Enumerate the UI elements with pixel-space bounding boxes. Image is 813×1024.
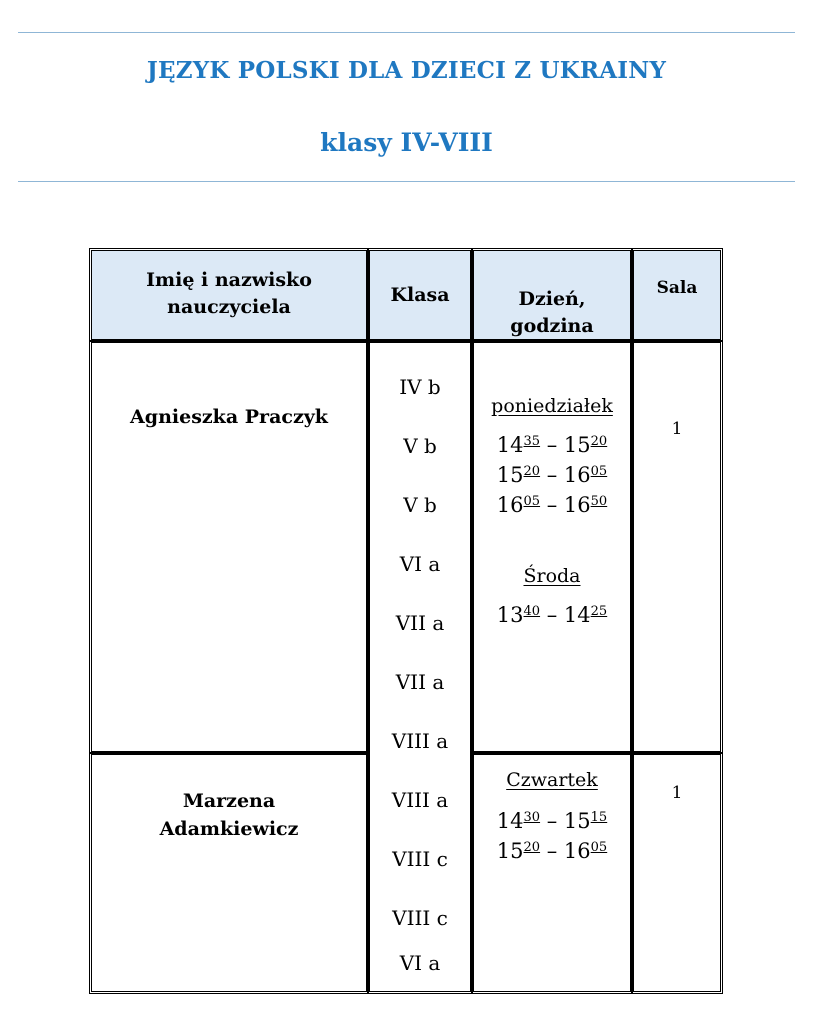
day-name: Czwartek [506,769,598,791]
header-class [369,250,471,340]
room-cell-1 [633,342,721,752]
teacher-cell-1 [91,342,367,752]
class-item: VII a [395,611,445,635]
class-item: V b [403,434,437,458]
header-teacher-line-2: nauczyciela [167,296,291,318]
time-slot: $13^{40} - 14^{25}$ [496,603,608,627]
time-slot: $14^{30} - 15^{15}$ [496,809,608,833]
header-teacher-line-1: Imię i nazwisko [146,269,312,291]
schedule-cell-1 [473,342,631,752]
page-title: JĘZYK POLSKI DLA DZIECI Z UKRAINY [146,57,667,84]
schedule-table [89,248,723,994]
class-item: VII a [395,670,445,694]
teacher-name-line-1: Marzena [182,790,276,812]
class-item: VIII a [391,729,449,753]
room-number: 1 [671,419,683,439]
room-cell-2 [633,754,721,992]
page-subtitle: klasy IV-VIII [320,128,493,157]
class-item: V b [403,493,437,517]
class-item: VIII c [392,906,448,930]
class-item: IV b [399,375,441,399]
time-slot: $15^{20} - 16^{05}$ [496,839,608,863]
day-name: Środa [523,565,581,587]
header-class-label: Klasa [390,284,450,306]
teacher-name-line-2: Adamkiewicz [159,818,299,840]
teacher-cell-2 [91,754,367,992]
bottom-divider [18,181,795,182]
room-number: 1 [671,783,683,803]
schedule-cell-2 [473,754,631,992]
class-item: VI a [399,552,441,576]
class-cell [369,342,471,992]
header-room [633,250,721,340]
time-slot: $16^{05} - 16^{50}$ [496,493,608,517]
header-day [473,250,631,340]
header-room-label: Sala [656,278,698,298]
teacher-name: Agnieszka Praczyk [130,406,328,428]
class-item: VI a [399,951,441,975]
time-slot: $14^{35} - 15^{20}$ [496,433,608,457]
header-day-line-1: Dzień, [518,288,586,310]
class-item: VIII c [392,847,448,871]
header-teacher [91,250,367,340]
top-divider [18,32,795,33]
time-slot: $15^{20} - 16^{05}$ [496,463,608,487]
class-item: VIII a [391,788,449,812]
day-name: poniedziałek [491,395,613,417]
header-day-line-2: godzina [510,315,594,337]
